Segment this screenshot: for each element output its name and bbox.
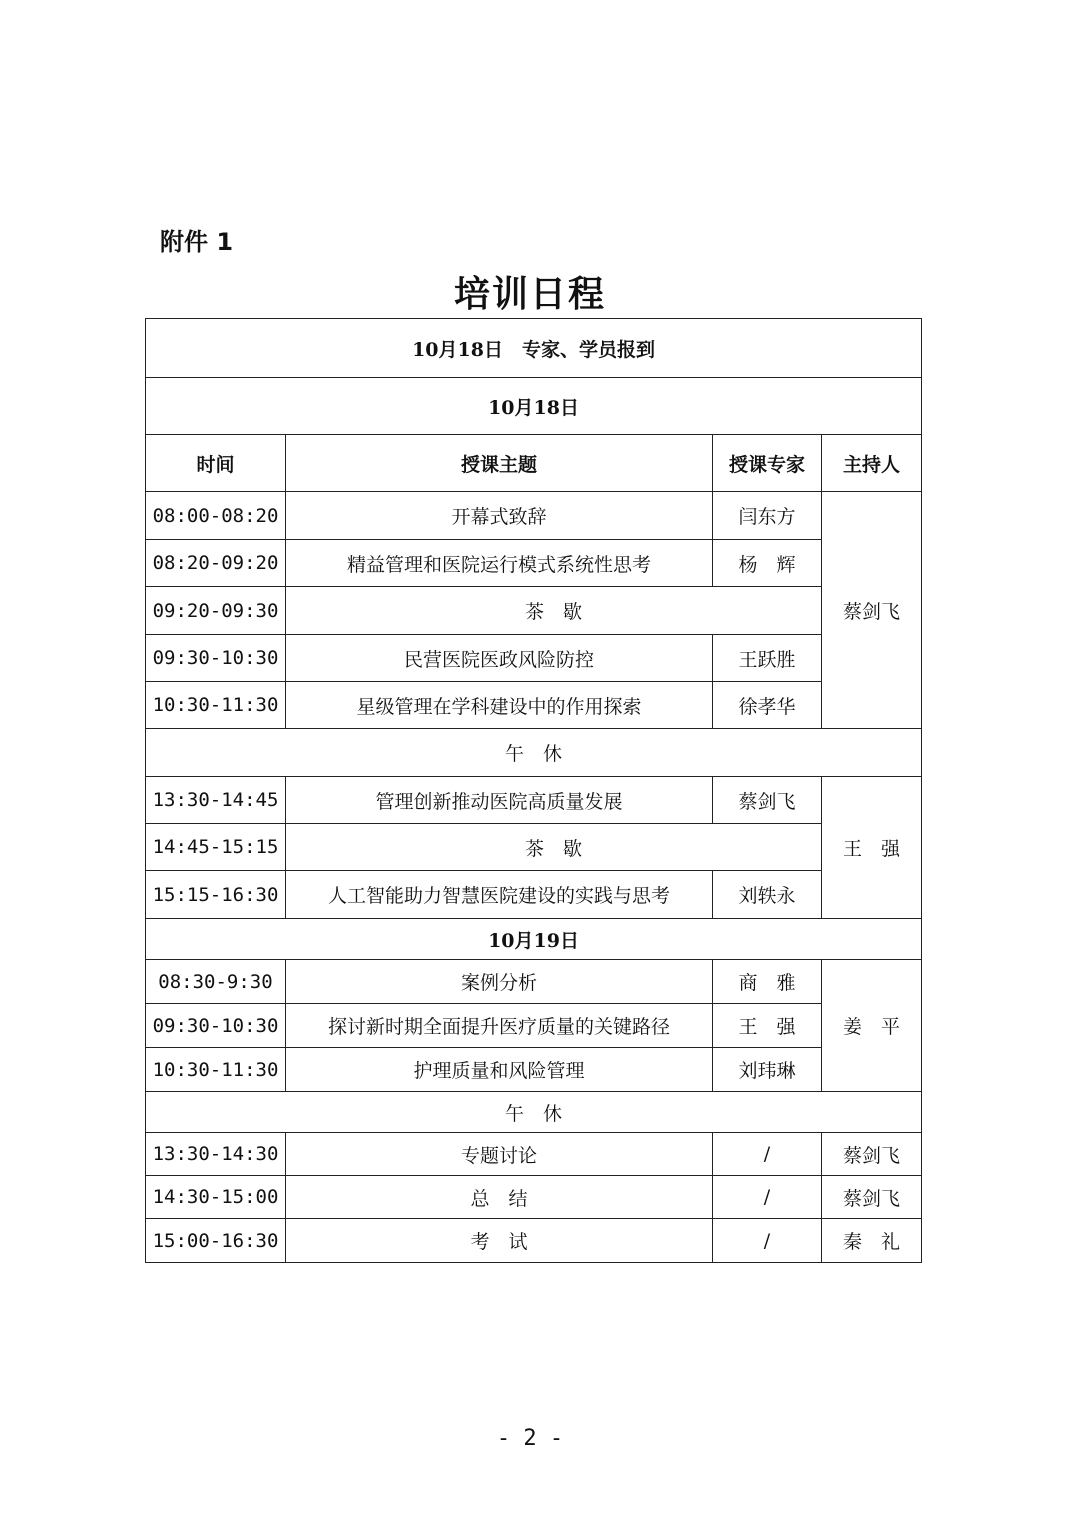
header-topic: 授课主题 — [286, 435, 713, 492]
attachment-label: 附件 1 — [160, 228, 234, 256]
session-expert: / — [713, 1176, 822, 1219]
date-cell-day1: 10月18日 — [146, 378, 922, 435]
schedule-table — [145, 318, 922, 1263]
session-topic: 人工智能助力智慧医院建设的实践与思考 — [286, 871, 713, 919]
session-host: 蔡剑飞 — [822, 1176, 922, 1219]
session-time: 13:30-14:45 — [146, 777, 286, 824]
header-time: 时间 — [146, 435, 286, 492]
session-time: 08:30-9:30 — [146, 960, 286, 1004]
session-expert: / — [713, 1219, 822, 1263]
session-time: 14:45-15:15 — [146, 824, 286, 871]
table-row — [146, 492, 922, 540]
page-title: 培训日程 — [453, 274, 606, 315]
table-row — [146, 1004, 922, 1048]
session-topic: 精益管理和医院运行模式系统性思考 — [286, 540, 713, 587]
session-topic: 专题讨论 — [286, 1133, 713, 1176]
session-time: 08:00-08:20 — [146, 492, 286, 540]
session-expert: 刘玮琳 — [713, 1048, 822, 1092]
session-time: 08:20-09:20 — [146, 540, 286, 587]
registration-cell: 10月18日 专家、学员报到 — [146, 319, 922, 378]
noon-break-row — [146, 1092, 922, 1133]
table-row — [146, 871, 922, 919]
session-expert: 刘轶永 — [713, 871, 822, 919]
table-row — [146, 824, 922, 871]
session-topic: 开幕式致辞 — [286, 492, 713, 540]
session-expert: 王跃胜 — [713, 635, 822, 682]
session-host: 蔡剑飞 — [822, 492, 922, 729]
session-host: 蔡剑飞 — [822, 1133, 922, 1176]
session-time: 15:00-16:30 — [146, 1219, 286, 1263]
header-host: 主持人 — [822, 435, 922, 492]
session-topic: 考 试 — [286, 1219, 713, 1263]
session-topic: 星级管理在学科建设中的作用探索 — [286, 682, 713, 729]
session-host: 姜 平 — [822, 960, 922, 1092]
header-expert: 授课专家 — [713, 435, 822, 492]
session-time: 10:30-11:30 — [146, 682, 286, 729]
session-time: 14:30-15:00 — [146, 1176, 286, 1219]
date-cell-day2: 10月19日 — [146, 919, 922, 960]
session-topic: 护理质量和风险管理 — [286, 1048, 713, 1092]
page-number: - 2 - — [496, 1426, 564, 1451]
header-row — [146, 435, 922, 492]
noon-break-row — [146, 729, 922, 777]
session-topic: 管理创新推动医院高质量发展 — [286, 777, 713, 824]
session-topic: 案例分析 — [286, 960, 713, 1004]
session-time: 09:20-09:30 — [146, 587, 286, 635]
session-topic: 民营医院医政风险防控 — [286, 635, 713, 682]
table-row — [146, 682, 922, 729]
noon-break-cell: 午 休 — [146, 729, 922, 777]
session-time: 15:15-16:30 — [146, 871, 286, 919]
session-time: 10:30-11:30 — [146, 1048, 286, 1092]
session-expert: / — [713, 1133, 822, 1176]
session-topic: 总 结 — [286, 1176, 713, 1219]
session-host: 秦 礼 — [822, 1219, 922, 1263]
table-row — [146, 1176, 922, 1219]
session-expert: 蔡剑飞 — [713, 777, 822, 824]
date-row-day2 — [146, 919, 922, 960]
noon-break-cell: 午 休 — [146, 1092, 922, 1133]
session-topic: 探讨新时期全面提升医疗质量的关键路径 — [286, 1004, 713, 1048]
break-topic: 茶 歇 — [286, 824, 822, 871]
session-expert: 闫东方 — [713, 492, 822, 540]
table-row — [146, 1133, 922, 1176]
table-row — [146, 1048, 922, 1092]
session-expert: 徐孝华 — [713, 682, 822, 729]
session-expert: 王 强 — [713, 1004, 822, 1048]
table-row — [146, 1219, 922, 1263]
session-time: 09:30-10:30 — [146, 635, 286, 682]
session-time: 09:30-10:30 — [146, 1004, 286, 1048]
table-row — [146, 777, 922, 824]
table-row — [146, 540, 922, 587]
table-row — [146, 587, 922, 635]
session-expert: 商 雅 — [713, 960, 822, 1004]
date-row-day1 — [146, 378, 922, 435]
break-topic: 茶 歇 — [286, 587, 822, 635]
table-row — [146, 960, 922, 1004]
session-host: 王 强 — [822, 777, 922, 919]
table-row — [146, 635, 922, 682]
session-expert: 杨 辉 — [713, 540, 822, 587]
registration-row — [146, 319, 922, 378]
session-time: 13:30-14:30 — [146, 1133, 286, 1176]
